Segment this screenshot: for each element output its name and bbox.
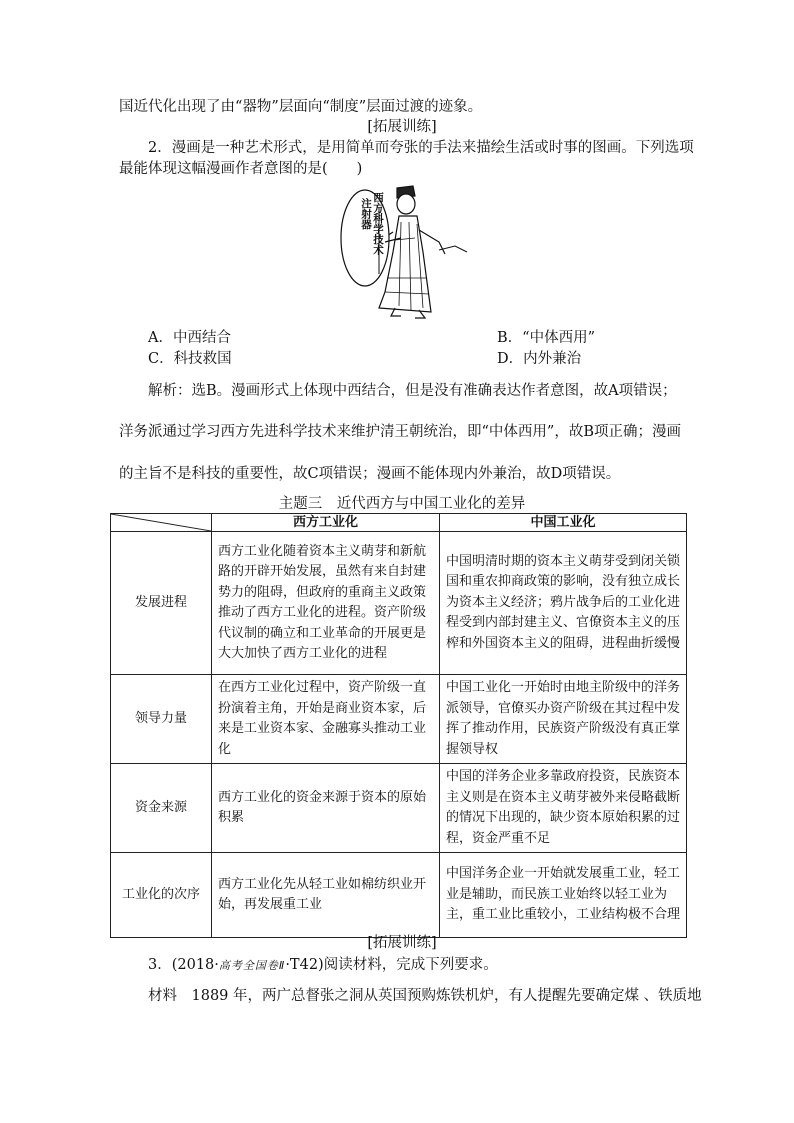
extension-training-heading: [拓展训练] xyxy=(367,119,437,135)
cartoon-syringe-label: 注射器 xyxy=(360,198,372,230)
table-row xyxy=(111,675,687,764)
china-cell: 中国的洋务企业多靠政府投资，民族资本主义则是在资本主义萌芽被外来侵略截断的情况下出现的，缺少资本原始积累的过程，资金严重不足 xyxy=(440,764,687,853)
theme-title: 主题三 近代西方与中国工业化的差异 xyxy=(278,496,526,512)
row-label: 发展进程 xyxy=(111,532,212,675)
diagonal-header-cell xyxy=(111,514,212,532)
west-cell: 西方工业化的资金来源于资本的原始积累 xyxy=(212,764,440,853)
extension-training-heading-2: [拓展训练] xyxy=(367,935,437,951)
analysis-line-2: 洋务派通过学习西方先进科学技术来维护清王朝统治，即“中体西用”，故B项正确；漫画 xyxy=(119,424,681,440)
cartoon-illustration xyxy=(335,182,475,320)
china-cell: 中国明清时期的资本主义萌芽受到闭关锁国和重农抑商政策的影响，没有独立成长为资本主义经济；鸦片战争后的工业化进程受到内部封建主义、官僚资本主义的压榨和外国资本主义的阻碍，进程曲折缓慢 xyxy=(440,532,687,675)
row-label: 资金来源 xyxy=(111,764,212,853)
option-c: C．科技救国 xyxy=(148,351,232,367)
header-china: 中国工业化 xyxy=(440,514,687,532)
option-a: A．中西结合 xyxy=(148,330,231,346)
option-d: D．内外兼治 xyxy=(497,351,582,367)
question-2-stem-continued: 最能体现这幅漫画作者意图的是( ) xyxy=(119,161,363,177)
row-label: 工业化的次序 xyxy=(111,853,212,938)
china-cell: 中国工业化一开始时由地主阶级中的洋务派领导，官僚买办资产阶级在其过程中发挥了推动作用，民族资产阶级没有真正掌握领导权 xyxy=(440,675,687,764)
question-3-source: 高考全国卷Ⅱ xyxy=(218,959,286,972)
question-3-prefix: 3．(2018· xyxy=(148,957,219,973)
analysis-line-1: 解析：选B。漫画形式上体现中西结合，但是没有准确表达作者意图，故A项错误； xyxy=(148,383,677,399)
continuation-text: 国近代化出现了由“器物”层面向“制度”层面过渡的迹象。 xyxy=(119,99,483,115)
question-3-stem xyxy=(119,955,714,976)
west-cell: 西方工业化先从轻工业如棉纺织业开始，再发展重工业 xyxy=(212,853,440,938)
table-row xyxy=(111,532,687,675)
header-west: 西方工业化 xyxy=(212,514,440,532)
material-text: 材料 1889 年，两广总督张之洞从英国预购炼铁机炉，有人提醒先要确定煤 、铁质地 xyxy=(148,988,702,1004)
analysis-line-3: 的主旨不是科技的重要性，故C项错误；漫画不能体现内外兼治，故D项错误。 xyxy=(119,466,621,482)
table-row xyxy=(111,853,687,938)
question-2-stem: 2．漫画是一种艺术形式，是用简单而夸张的手法来描绘生活或时事的图画。下列选项 xyxy=(148,140,694,156)
comparison-table xyxy=(110,513,687,938)
west-cell: 西方工业化随着资本主义萌芽和新航路的开辟开始发展，虽然有来自封建势力的阻碍，但政府的重商主义政策推动了西方工业化的进程。资产阶级代议制的确立和工业革命的开展更是大大加快了西方工业化的进程 xyxy=(212,532,440,675)
china-cell: 中国洋务企业一开始就发展重工业，轻工业是辅助，而民族工业始终以轻工业为主，重工业比重较小，工业结构极不合理 xyxy=(440,853,687,938)
cartoon-science-label: 西方科学技术 xyxy=(372,192,384,255)
row-label: 领导力量 xyxy=(111,675,212,764)
question-3-suffix: ·T42)阅读材料，完成下列要求。 xyxy=(285,957,498,973)
table-header-row xyxy=(111,514,687,532)
table-row xyxy=(111,764,687,853)
west-cell: 在西方工业化过程中，资产阶级一直扮演着主角，开始是商业资本家，后来是工业资本家、金融寡头推动工业化 xyxy=(212,675,440,764)
option-b: B．“中体西用” xyxy=(497,330,595,346)
